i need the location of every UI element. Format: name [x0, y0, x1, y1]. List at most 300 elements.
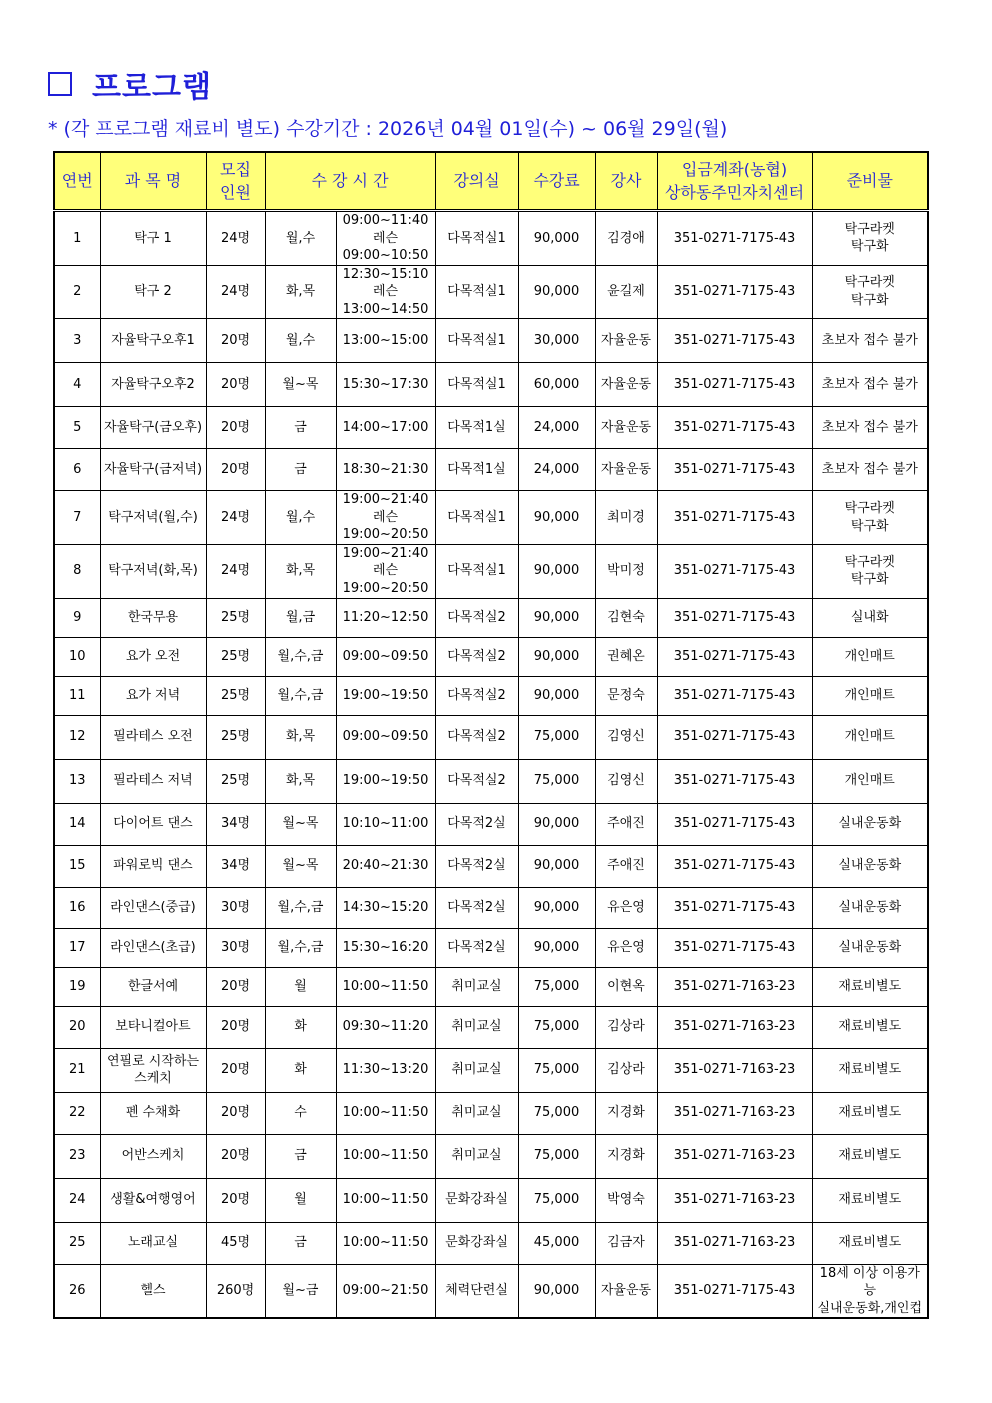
cell-time — [336, 265, 435, 319]
subject-line: 보타니컬아트 — [115, 1019, 191, 1035]
cell-room: 다목적실1 — [435, 491, 518, 545]
cell-room: 다목적실2 — [435, 715, 518, 759]
cell-fee: 75,000 — [518, 1048, 595, 1092]
time-line: 09:00~11:40 — [342, 213, 429, 228]
cell-days: 금 — [265, 1134, 336, 1178]
cell-subject — [100, 407, 206, 449]
subject-line: 탁구 1 — [134, 230, 172, 246]
table-row — [54, 319, 928, 363]
subject-line: 헬스 — [140, 1283, 166, 1299]
cell-room: 취미교실 — [435, 1006, 518, 1048]
table-row — [54, 1134, 928, 1178]
cell-subject — [100, 544, 206, 598]
cell-account: 351-0271-7175-43 — [657, 887, 812, 928]
table-row — [54, 887, 928, 928]
subject-line: 한국무용 — [127, 609, 179, 625]
cell-days: 화,목 — [265, 715, 336, 759]
cell-no: 26 — [54, 1264, 100, 1318]
cell-time — [336, 887, 435, 928]
cell-no: 21 — [54, 1048, 100, 1092]
cell-capacity: 24명 — [206, 491, 265, 545]
cell-account: 351-0271-7175-43 — [657, 759, 812, 803]
cell-time — [336, 1048, 435, 1092]
cell-fee: 24,000 — [518, 407, 595, 449]
cell-room: 문화강좌실 — [435, 1178, 518, 1222]
header-fee: 수강료 — [518, 152, 595, 211]
cell-room: 다목적2실 — [435, 845, 518, 887]
course-period-note: * (각 프로그램 재료비 별도) 수강기간 : 2026년 04월 01일(수) ~ 06월 29일(월) — [48, 118, 728, 140]
cell-time — [336, 803, 435, 845]
cell-capacity: 34명 — [206, 845, 265, 887]
prep-line: 탁구라켓 — [844, 275, 895, 291]
prep-line: 초보자 접수 불가 — [821, 420, 918, 435]
cell-days: 월,수,금 — [265, 637, 336, 676]
cell-fee: 75,000 — [518, 1006, 595, 1048]
cell-subject — [100, 1222, 206, 1264]
table-row — [54, 544, 928, 598]
program-table — [53, 151, 929, 1319]
subject-line: 한글서예 — [127, 978, 179, 994]
cell-teacher: 권혜온 — [595, 637, 657, 676]
cell-prep — [812, 845, 928, 887]
table-row — [54, 1178, 928, 1222]
cell-days: 월,수 — [265, 491, 336, 545]
time-line: 14:00~17:00 — [342, 420, 429, 435]
cell-teacher: 지경화 — [595, 1092, 657, 1134]
cell-subject — [100, 598, 206, 637]
subject-line: 자율탁구(금오후) — [103, 420, 203, 435]
prep-line: 재료비별도 — [838, 978, 902, 994]
prep-line: 재료비별도 — [838, 1105, 902, 1121]
cell-prep — [812, 319, 928, 363]
cell-subject — [100, 715, 206, 759]
cell-time — [336, 363, 435, 407]
cell-time — [336, 759, 435, 803]
cell-prep — [812, 449, 928, 491]
prep-line: 18세 이상 이용가능 — [819, 1265, 920, 1299]
table-row — [54, 1006, 928, 1048]
cell-subject — [100, 637, 206, 676]
table-body — [54, 211, 928, 1319]
cell-room: 다목적실1 — [435, 265, 518, 319]
cell-account: 351-0271-7175-43 — [657, 637, 812, 676]
subject-line: 요가 저녁 — [125, 687, 181, 703]
time-line: 13:00~15:00 — [342, 333, 429, 348]
cell-subject — [100, 676, 206, 715]
cell-subject — [100, 845, 206, 887]
cell-subject — [100, 1134, 206, 1178]
cell-capacity: 25명 — [206, 715, 265, 759]
cell-days: 월,수 — [265, 211, 336, 266]
cell-capacity: 20명 — [206, 449, 265, 491]
cell-no: 2 — [54, 265, 100, 319]
cell-days: 금 — [265, 407, 336, 449]
cell-time — [336, 449, 435, 491]
cell-time — [336, 967, 435, 1006]
cell-prep — [812, 363, 928, 407]
cell-account: 351-0271-7175-43 — [657, 845, 812, 887]
header-account-line: 상하동주민자치센터 — [664, 183, 805, 202]
time-line: 레슨19:00~20:50 — [342, 563, 429, 597]
cell-teacher: 자율운동 — [595, 319, 657, 363]
time-line: 09:00~09:50 — [342, 648, 429, 664]
cell-capacity: 20명 — [206, 1134, 265, 1178]
table-row — [54, 1048, 928, 1092]
cell-account: 351-0271-7175-43 — [657, 407, 812, 449]
table-row — [54, 845, 928, 887]
table-row — [54, 363, 928, 407]
time-line: 09:30~11:20 — [342, 1019, 429, 1035]
cell-capacity: 24명 — [206, 265, 265, 319]
cell-capacity: 34명 — [206, 803, 265, 845]
cell-room: 다목적2실 — [435, 887, 518, 928]
cell-no: 23 — [54, 1134, 100, 1178]
cell-room: 취미교실 — [435, 1134, 518, 1178]
table-header-row — [54, 152, 928, 211]
cell-room: 다목적실2 — [435, 759, 518, 803]
cell-no: 8 — [54, 544, 100, 598]
cell-no: 22 — [54, 1092, 100, 1134]
time-line: 19:00~19:50 — [342, 773, 429, 789]
cell-account: 351-0271-7175-43 — [657, 803, 812, 845]
cell-room: 다목적2실 — [435, 803, 518, 845]
cell-fee: 75,000 — [518, 1178, 595, 1222]
subject-line: 자율탁구오후1 — [111, 333, 195, 348]
cell-time — [336, 715, 435, 759]
cell-capacity: 20명 — [206, 1092, 265, 1134]
prep-line: 탁구라켓 — [844, 501, 895, 517]
cell-account: 351-0271-7175-43 — [657, 211, 812, 266]
cell-prep — [812, 1264, 928, 1318]
cell-fee: 90,000 — [518, 1264, 595, 1318]
table-row — [54, 676, 928, 715]
table-row — [54, 491, 928, 545]
prep-line: 실내운동화 — [838, 939, 902, 955]
cell-teacher: 김영신 — [595, 715, 657, 759]
cell-prep — [812, 637, 928, 676]
cell-days: 화,목 — [265, 544, 336, 598]
time-line: 10:00~11:50 — [342, 1192, 429, 1208]
subject-line: 연필로 시작하는 — [106, 1053, 200, 1069]
cell-capacity: 20명 — [206, 967, 265, 1006]
cell-capacity: 24명 — [206, 544, 265, 598]
cell-room: 문화강좌실 — [435, 1222, 518, 1264]
cell-fee: 24,000 — [518, 449, 595, 491]
cell-teacher: 문정숙 — [595, 676, 657, 715]
cell-days: 월,수,금 — [265, 676, 336, 715]
cell-account: 351-0271-7175-43 — [657, 928, 812, 967]
cell-prep — [812, 676, 928, 715]
prep-line: 개인매트 — [844, 729, 895, 745]
cell-account: 351-0271-7175-43 — [657, 544, 812, 598]
cell-no: 5 — [54, 407, 100, 449]
cell-time — [336, 319, 435, 363]
cell-days: 수 — [265, 1092, 336, 1134]
subject-line: 노래교실 — [127, 1235, 179, 1251]
time-line: 18:30~21:30 — [342, 462, 429, 477]
cell-room: 다목적1실 — [435, 407, 518, 449]
cell-days: 월,금 — [265, 598, 336, 637]
subject-line: 어반스케치 — [121, 1148, 185, 1164]
cell-subject — [100, 1006, 206, 1048]
cell-fee: 75,000 — [518, 715, 595, 759]
header-schedule: 수 강 시 간 — [265, 152, 435, 211]
cell-account: 351-0271-7175-43 — [657, 715, 812, 759]
cell-no: 11 — [54, 676, 100, 715]
cell-room: 체력단련실 — [435, 1264, 518, 1318]
header-room: 강의실 — [435, 152, 518, 211]
heading-text: 프로그램 — [92, 70, 212, 105]
cell-prep — [812, 715, 928, 759]
table-row — [54, 407, 928, 449]
time-line: 19:00~21:40 — [342, 492, 429, 508]
cell-subject — [100, 759, 206, 803]
cell-no: 12 — [54, 715, 100, 759]
cell-days: 월 — [265, 967, 336, 1006]
cell-teacher: 주애진 — [595, 803, 657, 845]
time-line: 레슨13:00~14:50 — [342, 284, 429, 317]
prep-line: 실내운동화 — [838, 899, 902, 915]
cell-fee: 90,000 — [518, 598, 595, 637]
time-line: 10:10~11:00 — [342, 816, 429, 832]
cell-time — [336, 1092, 435, 1134]
header-account — [657, 152, 812, 211]
cell-prep — [812, 967, 928, 1006]
cell-subject — [100, 449, 206, 491]
cell-room: 취미교실 — [435, 967, 518, 1006]
cell-capacity: 25명 — [206, 637, 265, 676]
cell-teacher: 김영신 — [595, 759, 657, 803]
cell-time — [336, 1006, 435, 1048]
cell-subject — [100, 1048, 206, 1092]
cell-no: 6 — [54, 449, 100, 491]
cell-no: 15 — [54, 845, 100, 887]
time-line: 10:00~11:50 — [342, 1235, 429, 1251]
cell-time — [336, 1178, 435, 1222]
cell-prep — [812, 928, 928, 967]
cell-teacher: 김경애 — [595, 211, 657, 266]
subject-line: 탁구저녁(화,목) — [108, 563, 198, 579]
cell-teacher: 박미정 — [595, 544, 657, 598]
cell-teacher: 유은영 — [595, 928, 657, 967]
cell-time — [336, 928, 435, 967]
cell-time — [336, 1134, 435, 1178]
cell-account: 351-0271-7175-43 — [657, 676, 812, 715]
cell-subject — [100, 967, 206, 1006]
header-capacity-line: 인원 — [220, 183, 251, 202]
time-line: 20:40~21:30 — [342, 858, 429, 874]
cell-room: 다목적2실 — [435, 928, 518, 967]
cell-prep — [812, 211, 928, 266]
cell-prep — [812, 887, 928, 928]
cell-prep — [812, 491, 928, 545]
cell-account: 351-0271-7175-43 — [657, 491, 812, 545]
cell-room: 다목적실2 — [435, 598, 518, 637]
time-line: 11:20~12:50 — [342, 609, 429, 625]
prep-line: 탁구라켓 — [844, 554, 895, 570]
cell-subject — [100, 887, 206, 928]
cell-room: 다목적실1 — [435, 211, 518, 266]
cell-account: 351-0271-7163-23 — [657, 1222, 812, 1264]
cell-teacher: 자율운동 — [595, 407, 657, 449]
subject-line: 펜 수채화 — [125, 1105, 181, 1121]
cell-capacity: 25명 — [206, 759, 265, 803]
cell-teacher: 김상라 — [595, 1048, 657, 1092]
time-line: 레슨19:00~20:50 — [342, 509, 429, 543]
cell-time — [336, 1264, 435, 1318]
subject-line: 탁구저녁(월,수) — [108, 509, 198, 525]
table-row — [54, 759, 928, 803]
cell-subject — [100, 928, 206, 967]
time-line: 10:00~11:50 — [342, 978, 429, 994]
time-line: 19:00~21:40 — [342, 545, 429, 561]
cell-no: 1 — [54, 211, 100, 266]
cell-prep — [812, 1006, 928, 1048]
cell-no: 10 — [54, 637, 100, 676]
prep-line: 재료비별도 — [838, 1148, 902, 1164]
cell-no: 7 — [54, 491, 100, 545]
time-line: 11:30~13:20 — [342, 1062, 429, 1078]
cell-subject — [100, 1092, 206, 1134]
table-row — [54, 211, 928, 266]
subject-line: 자율탁구(금저녁) — [103, 462, 203, 477]
cell-days: 월~목 — [265, 363, 336, 407]
cell-time — [336, 598, 435, 637]
cell-fee: 75,000 — [518, 967, 595, 1006]
cell-fee: 90,000 — [518, 211, 595, 266]
prep-line: 개인매트 — [844, 687, 895, 703]
header-no: 연번 — [54, 152, 100, 211]
prep-line: 실내운동화,개인컵 — [817, 1300, 923, 1316]
cell-room: 다목적실1 — [435, 363, 518, 407]
subject-line: 탁구 2 — [134, 284, 172, 300]
cell-room: 취미교실 — [435, 1048, 518, 1092]
cell-fee: 90,000 — [518, 803, 595, 845]
table-row — [54, 928, 928, 967]
cell-account: 351-0271-7163-23 — [657, 1048, 812, 1092]
cell-days: 월~금 — [265, 1264, 336, 1318]
cell-prep — [812, 544, 928, 598]
cell-days: 화 — [265, 1006, 336, 1048]
cell-teacher: 박영숙 — [595, 1178, 657, 1222]
time-line: 15:30~17:30 — [342, 377, 429, 392]
cell-prep — [812, 1092, 928, 1134]
cell-fee: 90,000 — [518, 637, 595, 676]
cell-days: 월~목 — [265, 845, 336, 887]
cell-fee: 90,000 — [518, 928, 595, 967]
header-prep: 준비물 — [812, 152, 928, 211]
header-capacity-line: 모집 — [220, 159, 251, 179]
cell-teacher: 최미경 — [595, 491, 657, 545]
cell-capacity: 25명 — [206, 598, 265, 637]
cell-no: 25 — [54, 1222, 100, 1264]
prep-line: 탁구화 — [850, 572, 889, 588]
cell-capacity: 45명 — [206, 1222, 265, 1264]
subject-line: 자율탁구오후2 — [111, 377, 195, 392]
cell-no: 24 — [54, 1178, 100, 1222]
cell-fee: 90,000 — [518, 491, 595, 545]
cell-teacher: 김현숙 — [595, 598, 657, 637]
cell-fee: 90,000 — [518, 265, 595, 319]
cell-no: 19 — [54, 967, 100, 1006]
cell-capacity: 20명 — [206, 407, 265, 449]
cell-no: 14 — [54, 803, 100, 845]
cell-prep — [812, 265, 928, 319]
cell-account: 351-0271-7163-23 — [657, 1178, 812, 1222]
cell-account: 351-0271-7175-43 — [657, 1264, 812, 1318]
cell-no: 13 — [54, 759, 100, 803]
cell-prep — [812, 1178, 928, 1222]
cell-fee: 90,000 — [518, 845, 595, 887]
cell-subject — [100, 1264, 206, 1318]
prep-line: 재료비별도 — [838, 1019, 902, 1035]
cell-room: 취미교실 — [435, 1092, 518, 1134]
cell-account: 351-0271-7175-43 — [657, 598, 812, 637]
cell-teacher: 자율운동 — [595, 363, 657, 407]
cell-days: 월~목 — [265, 803, 336, 845]
subject-line: 스케치 — [134, 1071, 172, 1087]
prep-line: 실내운동화 — [838, 816, 902, 832]
cell-prep — [812, 407, 928, 449]
square-outline-icon — [48, 72, 72, 96]
cell-teacher: 이현옥 — [595, 967, 657, 1006]
cell-teacher: 주애진 — [595, 845, 657, 887]
cell-capacity: 20명 — [206, 1178, 265, 1222]
table-row — [54, 1264, 928, 1318]
cell-no: 17 — [54, 928, 100, 967]
table-row — [54, 715, 928, 759]
cell-fee: 30,000 — [518, 319, 595, 363]
prep-line: 실내화 — [850, 609, 889, 625]
cell-time — [336, 407, 435, 449]
cell-days: 화 — [265, 1048, 336, 1092]
cell-account: 351-0271-7175-43 — [657, 449, 812, 491]
cell-days: 월,수,금 — [265, 887, 336, 928]
table-row — [54, 598, 928, 637]
prep-line: 재료비별도 — [838, 1062, 902, 1078]
cell-time — [336, 491, 435, 545]
header-subject: 과 목 명 — [100, 152, 206, 211]
cell-capacity: 24명 — [206, 211, 265, 266]
subject-line: 필라테스 저녁 — [113, 773, 193, 789]
subject-line: 생활&여행영어 — [110, 1192, 196, 1208]
page-heading — [48, 64, 212, 104]
cell-time — [336, 1222, 435, 1264]
subject-line: 다이어트 댄스 — [113, 816, 193, 832]
header-teacher: 강사 — [595, 152, 657, 211]
cell-prep — [812, 1222, 928, 1264]
prep-line: 탁구화 — [850, 239, 889, 255]
cell-days: 금 — [265, 449, 336, 491]
header-account-line: 입금계좌(농협) — [681, 159, 788, 179]
cell-days: 월 — [265, 1178, 336, 1222]
table-row — [54, 1222, 928, 1264]
cell-days: 월,수,금 — [265, 928, 336, 967]
table-row — [54, 1092, 928, 1134]
cell-fee: 75,000 — [518, 1092, 595, 1134]
prep-line: 실내운동화 — [838, 858, 902, 874]
cell-time — [336, 637, 435, 676]
cell-capacity: 25명 — [206, 676, 265, 715]
header-capacity — [206, 152, 265, 211]
cell-time — [336, 845, 435, 887]
cell-days: 금 — [265, 1222, 336, 1264]
prep-line: 탁구라켓 — [844, 221, 895, 237]
table-row — [54, 265, 928, 319]
time-line: 09:00~21:50 — [342, 1283, 429, 1299]
cell-no: 3 — [54, 319, 100, 363]
time-line: 19:00~19:50 — [342, 687, 429, 703]
